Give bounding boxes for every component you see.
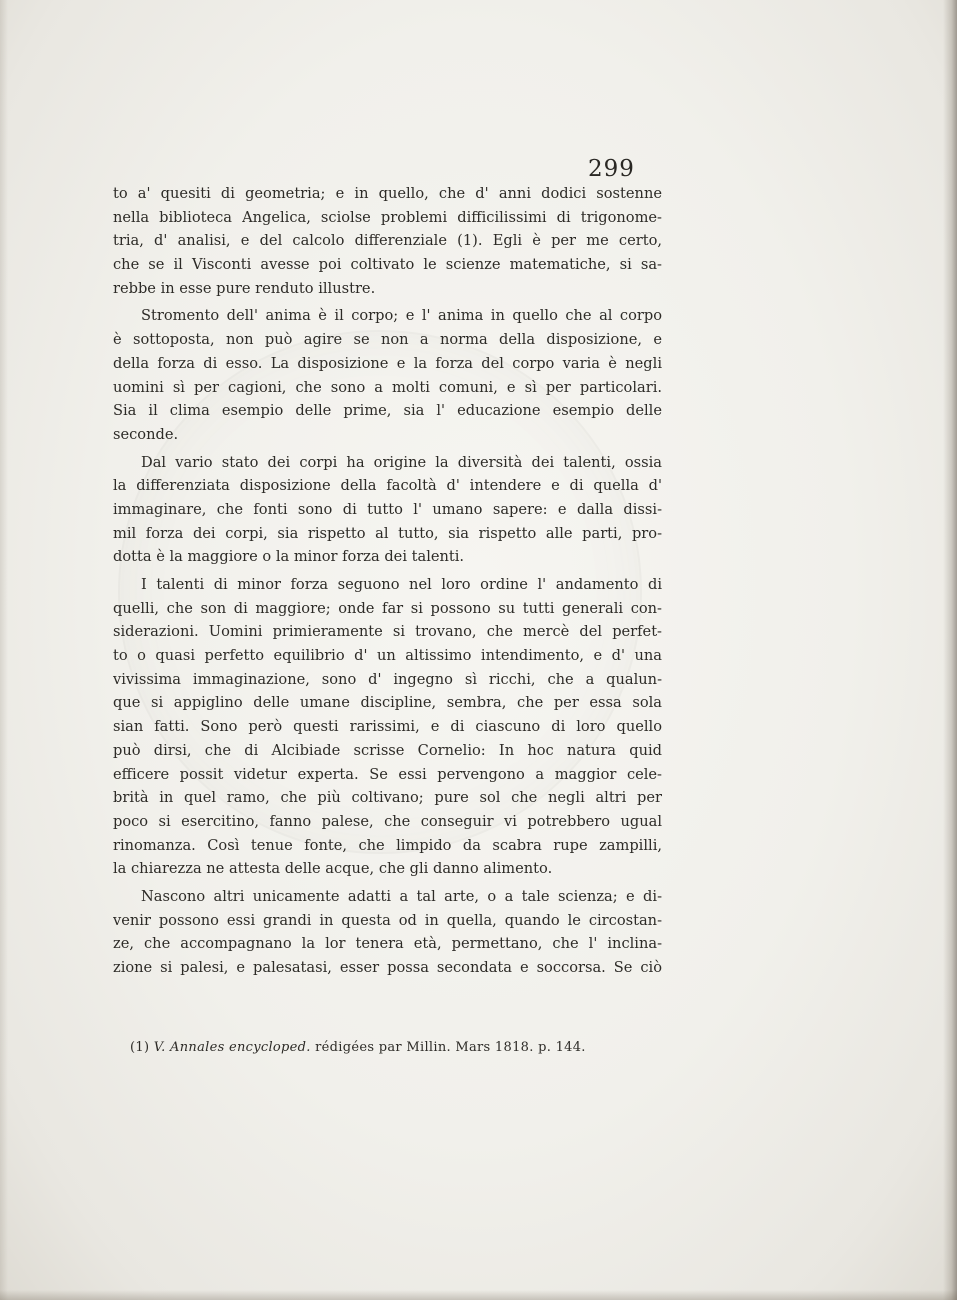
page-edge-right — [943, 0, 957, 1300]
text-line: poco si esercitino, fanno palese, che conseguir vi potrebbero ugual — [113, 812, 662, 830]
page-edge-left — [0, 0, 8, 1300]
text-line: efficere possit videtur experta. Se essi pervengono a maggior cele- — [113, 765, 662, 783]
text-line: che se il Visconti avesse poi coltivato le scienze matematiche, si sa- — [113, 256, 662, 274]
text-line: tria, d' analisi, e del calcolo differenziale (1). Egli è per me certo, — [113, 232, 662, 250]
text-line: siderazioni. Uomini primieramente si trovano, che mercè del perfet- — [113, 623, 662, 641]
body-text — [113, 182, 662, 980]
paragraph — [113, 304, 662, 446]
page-number: 299 — [588, 156, 635, 182]
text-line: della forza di esso. La disposizione e la forza del corpo varia è negli — [113, 354, 662, 372]
text-line: ze, che accompagnano la lor tenera età, permettano, che l' inclina- — [113, 935, 662, 953]
text-line: brità in quel ramo, che più coltivano; pure sol che negli altri per — [113, 789, 662, 807]
text-line: è sottoposta, non può agire se non a norma della disposizione, e — [113, 331, 662, 349]
text-line: to a' quesiti di geometria; e in quello, che d' anni dodici sostenne — [113, 185, 662, 202]
text-line: mil forza dei corpi, sia rispetto al tutto, sia rispetto alle parti, pro- — [113, 524, 662, 542]
paragraph — [113, 182, 662, 300]
text-line: la differenziata disposizione della facoltà d' intendere e di quella d' — [113, 477, 662, 495]
text-line: Stromento dell' anima è il corpo; e l' anima in quello che al corpo — [141, 307, 662, 325]
text-line: to o quasi perfetto equilibrio d' un altissimo intendimento, e d' una — [113, 647, 662, 665]
footnote-citation-details: rédigées par Millin. Mars 1818. p. 144. — [315, 1040, 586, 1055]
text-line: que si appiglino delle umane discipline, sembra, che per essa sola — [113, 694, 662, 712]
text-line: Nascono altri unicamente adatti a tal arte, o a tale scienza; e di- — [141, 887, 662, 905]
paragraph — [113, 885, 662, 980]
text-line: nella biblioteca Angelica, sciolse problemi difficilissimi di trigonome- — [113, 208, 662, 226]
text-line: uomini sì per cagioni, che sono a molti comuni, e sì per particolari. — [113, 378, 662, 396]
text-line: quelli, che son di maggiore; onde far si possono su tutti generali con- — [113, 599, 662, 617]
paragraph — [113, 451, 662, 569]
text-line: dotta è la maggiore o la minor forza dei talenti. — [113, 548, 465, 566]
text-line: Sia il clima esempio delle prime, sia l' educazione esempio delle — [113, 402, 662, 420]
footnote — [130, 1040, 586, 1055]
text-line: Dal vario stato dei corpi ha origine la diversità dei talenti, ossia — [141, 453, 662, 471]
text-line: rebbe in esse pure renduto illustre. — [113, 279, 376, 297]
text-line: I talenti di minor forza seguono nel loro ordine l' andamento di — [141, 576, 662, 593]
text-line: la chiarezza ne attesta delle acque, che gli danno alimento. — [113, 860, 553, 878]
text-line: sian fatti. Sono però questi rarissimi, e di ciascuno di loro quello — [113, 718, 662, 736]
paragraph — [113, 573, 662, 881]
text-line: zione si palesi, e palesatasi, esser possa secondata e soccorsa. Se ciò — [113, 959, 662, 976]
text-line: può dirsi, che di Alcibiade scrisse Cornelio: In hoc natura quid — [113, 741, 662, 759]
footnote-marker: (1) — [130, 1040, 150, 1055]
text-line: seconde. — [113, 425, 179, 443]
page-edge-bottom — [0, 1290, 957, 1300]
text-line: vivissima immaginazione, sono d' ingegno sì ricchi, che a qualun- — [113, 670, 662, 688]
text-line: immaginare, che fonti sono di tutto l' umano sapere: e dalla dissi- — [113, 500, 662, 518]
footnote-citation-title: V. Annales encycloped. — [153, 1040, 311, 1055]
text-line: rinomanza. Così tenue fonte, che limpido da scabra rupe zampilli, — [113, 836, 662, 854]
text-line: venir possono essi grandi in questa od in quella, quando le circostan- — [113, 911, 662, 929]
